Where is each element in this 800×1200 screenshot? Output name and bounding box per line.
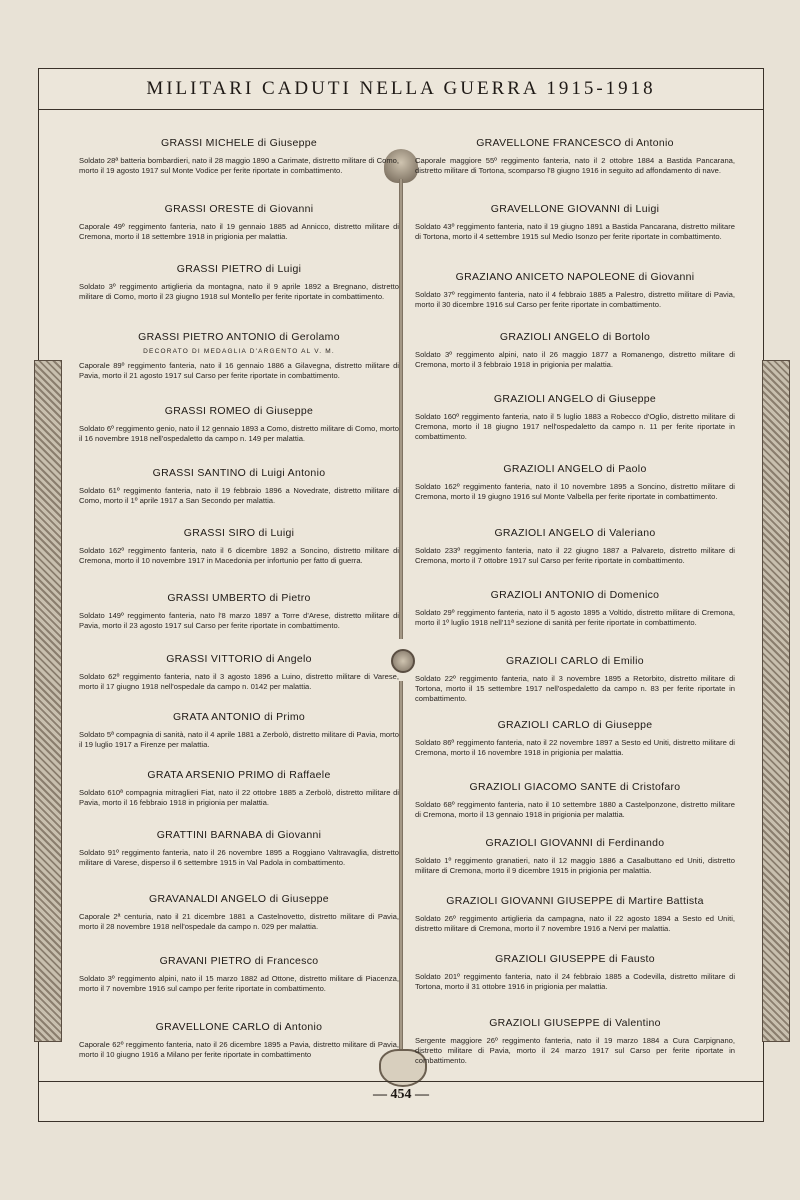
entry-text: Soldato 26º reggimento artiglieria da campagna, nato il 22 agosto 1894 a Sesto ed Uniti, distretto militare di Cremona, morto il 7 novembre 1916 a Nervi per malattia. [415, 914, 735, 933]
entry-name: GRAZIOLI GIOVANNI GIUSEPPE di Martire Battista [446, 895, 704, 907]
entry [79, 263, 399, 302]
entry-name: GRAZIOLI ANGELO di Bortolo [499, 331, 651, 343]
entry-name: GRAZIOLI ANGELO di Valeriano [494, 527, 656, 539]
entry [415, 837, 735, 876]
entry-name: GRAZIOLI ANTONIO di Domenico [490, 589, 660, 601]
entry [415, 393, 735, 441]
entry-name: GRAVANI PIETRO di Francesco [159, 955, 319, 967]
entry-name: GRAZIOLI GIUSEPPE di Fausto [495, 953, 655, 965]
entry-text: Soldato 43º reggimento fanteria, nato il 19 giugno 1891 a Bastida Pancarana, distretto militare di Tortona, morto il 4 settembre 1915 sul Medio Isonzo per ferite riportate in combattimento. [415, 222, 735, 241]
page-sheet [38, 68, 764, 1122]
entry [79, 467, 399, 506]
entry-text: Soldato 233º reggimento fanteria, nato il 22 giugno 1887 a Palvareto, distretto militare di Cremona, morto il 7 ottobre 1917 sul Carso per ferite riportate in combattimento. [415, 546, 735, 565]
entry [79, 653, 399, 692]
entry [79, 711, 399, 750]
entry-name: GRAZIOLI GIOVANNI di Ferdinando [485, 837, 665, 849]
entry-name: GRAZIOLI CARLO di Emilio [506, 655, 644, 667]
entry-decoration: DECORATO DI MEDAGLIA D'ARGENTO AL V. M. [143, 348, 335, 355]
entry-text: Soldato 62º reggimento fanteria, nato il 3 agosto 1896 a Luino, distretto militare di Varese, morto il 17 giugno 1918 nell'ospedale da campo n. 0142 per malattia. [79, 672, 399, 691]
entry [415, 137, 735, 176]
entry-name: GRAVELLONE FRANCESCO di Antonio [476, 137, 674, 149]
entry-name: GRAZIOLI ANGELO di Giuseppe [493, 393, 657, 405]
entry-name: GRASSI SANTINO di Luigi Antonio [152, 467, 326, 479]
entry-text: Soldato 162º reggimento fanteria, nato il 6 dicembre 1892 a Soncino, distretto militare di Cremona, morto il 10 novembre 1917 in Macedonia per infortunio per fatto di guerra. [79, 546, 399, 565]
entry-name: GRAVELLONE GIOVANNI di Luigi [490, 203, 660, 215]
fasces-left-ornament-icon [34, 360, 62, 1042]
entry-text: Soldato 5ª compagnia di sanità, nato il 4 aprile 1881 a Zerbolò, distretto militare di Pavia, morto il 19 luglio 1917 a Firenze per malattia. [79, 730, 399, 749]
entry-text: Soldato 29º reggimento fanteria, nato il 5 agosto 1895 a Voltido, distretto militare di Cremona, morto il 1º luglio 1918 nell'11ª sezione di sanità per ferite riportate in combattimento. [415, 608, 735, 627]
entry-name: GRASSI SIRO di Luigi [183, 527, 295, 539]
entry [79, 527, 399, 566]
footer-divider [39, 1081, 763, 1082]
entry-name: GRASSI UMBERTO di Pietro [167, 592, 311, 604]
entry-name: GRAZIOLI GIUSEPPE di Valentino [489, 1017, 661, 1029]
entry [415, 527, 735, 566]
entry-name: GRASSI PIETRO di Luigi [176, 263, 302, 275]
entry [415, 953, 735, 992]
center-pole-ornament-lower [399, 681, 403, 1081]
entry-text: Soldato 86º reggimento fanteria, nato il 22 novembre 1897 a Sesto ed Uniti, distretto militare di Cremona, morto il 16 novembre 1918 in prigionia per malattia. [415, 738, 735, 757]
entry-text: Soldato 149º reggimento fanteria, nato l'8 marzo 1897 a Torre d'Arese, distretto militare di Pavia, morto il 23 agosto 1917 sul Carso per ferite riportate in combattimento. [79, 611, 399, 630]
entry-name: GRASSI PIETRO ANTONIO di Gerolamo [138, 331, 340, 343]
entry [79, 769, 399, 808]
entry [415, 781, 735, 820]
page-title: MILITARI CADUTI NELLA GUERRA 1915-1918 [39, 69, 763, 110]
entry-text: Caporale maggiore 55º reggimento fanteria, nato il 2 ottobre 1884 a Bastida Pancarana, distretto militare di Tortona, scomparso l'8 giugno 1916 in seguito ad affondamento di nave. [415, 156, 735, 175]
entry-name: GRASSI VITTORIO di Angelo [166, 653, 312, 665]
entry [415, 463, 735, 502]
entry-text: Soldato 37º reggimento fanteria, nato il 4 febbraio 1885 a Palestro, distretto militare di Pavia, morto il 30 dicembre 1916 sul Carso per ferite riportate in combattimento. [415, 290, 735, 309]
entry-name: GRASSI ORESTE di Giovanni [164, 203, 314, 215]
entry [415, 331, 735, 370]
entry-name: GRASSI MICHELE di Giuseppe [160, 137, 318, 149]
entry-text: Soldato 91º reggimento fanteria, nato il 26 novembre 1895 a Roggiano Valtravaglia, distretto militare di Varese, disperso il 6 settembre 1915 in Val Padola in combattimento. [79, 848, 399, 867]
entry-name: GRATA ANTONIO di Primo [172, 711, 306, 723]
entry [79, 405, 399, 444]
entry [79, 1021, 399, 1060]
entry [415, 589, 735, 628]
center-pole-ornament [399, 179, 403, 639]
entry [79, 331, 399, 381]
page-number: — 454 — [373, 1087, 429, 1102]
entry-text: Soldato 3º reggimento alpini, nato il 26 maggio 1877 a Romanengo, distretto militare di Cremona, morto il 3 febbraio 1918 in prigionia per malattia. [415, 350, 735, 369]
entry-text: Soldato 3º reggimento alpini, nato il 15 marzo 1882 ad Ottone, distretto militare di Piacenza, morto il 7 novembre 1916 sul campo per ferite riportate in combattimento. [79, 974, 399, 993]
entry [415, 1017, 735, 1065]
entry-text: Soldato 3º reggimento artiglieria da montagna, nato il 9 aprile 1892 a Bregnano, distretto militare di Como, morto il 23 giugno 1918 sul Montello per ferite riportate in combattimento. [79, 282, 399, 301]
entry-name: GRAZIOLI ANGELO di Paolo [503, 463, 647, 475]
entry [79, 955, 399, 994]
entry [79, 203, 399, 242]
entry-text: Soldato 162º reggimento fanteria, nato il 10 novembre 1895 a Soncino, distretto militare di Cremona, morto il 19 giugno 1916 sul Monte Valbella per ferite riportate in combattimento. [415, 482, 735, 501]
entry [415, 719, 735, 758]
entry-text: Caporale 49º reggimento fanteria, nato il 19 gennaio 1885 ad Annicco, distretto militare di Cremona, morto il 18 settembre 1918 in prigionia per malattia. [79, 222, 399, 241]
entry [415, 895, 735, 934]
entry-text: Caporale 62º reggimento fanteria, nato il 26 dicembre 1895 a Pavia, distretto militare di Pavia, morto il 10 giugno 1916 a Milano per ferite riportate in combattimento [79, 1040, 399, 1059]
entry [79, 137, 399, 176]
entry-text: Soldato 6º reggimento genio, nato il 12 gennaio 1893 a Como, distretto militare di Como, morto il 16 novembre 1918 nell'ospedaletto da campo n. 149 per malattia. [79, 424, 399, 443]
entry [415, 203, 735, 242]
entry [79, 893, 399, 932]
entry-name: GRASSI ROMEO di Giuseppe [164, 405, 314, 417]
entry-text: Soldato 68º reggimento fanteria, nato il 10 settembre 1880 a Castelponzone, distretto militare di Cremona, morto il 13 gennaio 1918 in prigionia per malattia. [415, 800, 735, 819]
entry-name: GRAZIANO ANICETO NAPOLEONE di Giovanni [455, 271, 695, 283]
entry-text: Soldato 610ª compagnia mitraglieri Fiat, nato il 22 ottobre 1885 a Zerbolò, distretto militare di Pavia, morto il 16 febbraio 1918 in prigionia per malattia. [79, 788, 399, 807]
entry-name: GRAZIOLI CARLO di Giuseppe [497, 719, 653, 731]
entry [79, 592, 399, 631]
entry [415, 271, 735, 310]
fasces-right-ornament-icon [762, 360, 790, 1042]
entry-text: Soldato 28ª batteria bombardieri, nato il 28 maggio 1890 a Carimate, distretto militare di Como, morto il 19 agosto 1917 sul Monte Vodice per ferite riportate in combattimento. [79, 156, 399, 175]
entry-name: GRAZIOLI GIACOMO SANTE di Cristofaro [469, 781, 681, 793]
entry-text: Caporale 89º reggimento fanteria, nato il 16 gennaio 1886 a Gilavegna, distretto militare di Pavia, morto il 21 agosto 1917 sul Carso per ferite riportate in combattimento. [79, 361, 399, 380]
entry-text: Soldato 201º reggimento fanteria, nato il 24 febbraio 1885 a Codevilla, distretto militare di Tortona, morto il 31 ottobre 1916 in prigionia per malattia. [415, 972, 735, 991]
entry-text: Soldato 61º reggimento fanteria, nato il 19 febbraio 1896 a Novedrate, distretto militare di Como, morto il 1º aprile 1917 a San Secondo per malattia. [79, 486, 399, 505]
entry-text: Soldato 160º reggimento fanteria, nato il 5 luglio 1883 a Robecco d'Oglio, distretto militare di Cremona, morto il 18 giugno 1917 nell'ospedaletto da campo n. 11 per ferite riportate in combattimento. [415, 412, 735, 441]
entry [79, 829, 399, 868]
entry-name: GRAVANALDI ANGELO di Giuseppe [149, 893, 329, 905]
entry-name: GRATTINI BARNABA di Giovanni [156, 829, 322, 841]
entry-text: Soldato 1º reggimento granatieri, nato il 12 maggio 1886 a Casalbuttano ed Uniti, distretto militare di Cremona, morto il 9 dicembre 1915 in prigionia per malattia. [415, 856, 735, 875]
entry-name: GRAVELLONE CARLO di Antonio [155, 1021, 323, 1033]
entry [415, 655, 735, 703]
entry-text: Caporale 2ª centuria, nato il 21 dicembre 1881 a Castelnovetto, distretto militare di Pavia, morto il 28 novembre 1918 nell'ospedale da campo n. 029 per malattia. [79, 912, 399, 931]
entry-text: Sergente maggiore 26º reggimento fanteria, nato il 19 marzo 1884 a Cura Carpignano, distretto militare di Pavia, morto il 24 marzo 1917 sul Carso per ferite riportate in combattimento. [415, 1036, 735, 1065]
entry-text: Soldato 22º reggimento fanteria, nato il 3 novembre 1895 a Retorbito, distretto militare di Tortona, morto il 15 settembre 1917 nell'ospedaletto da campo n. 83 per ferite riportate in combattimento. [415, 674, 735, 703]
entry-name: GRATA ARSENIO PRIMO di Raffaele [147, 769, 331, 781]
